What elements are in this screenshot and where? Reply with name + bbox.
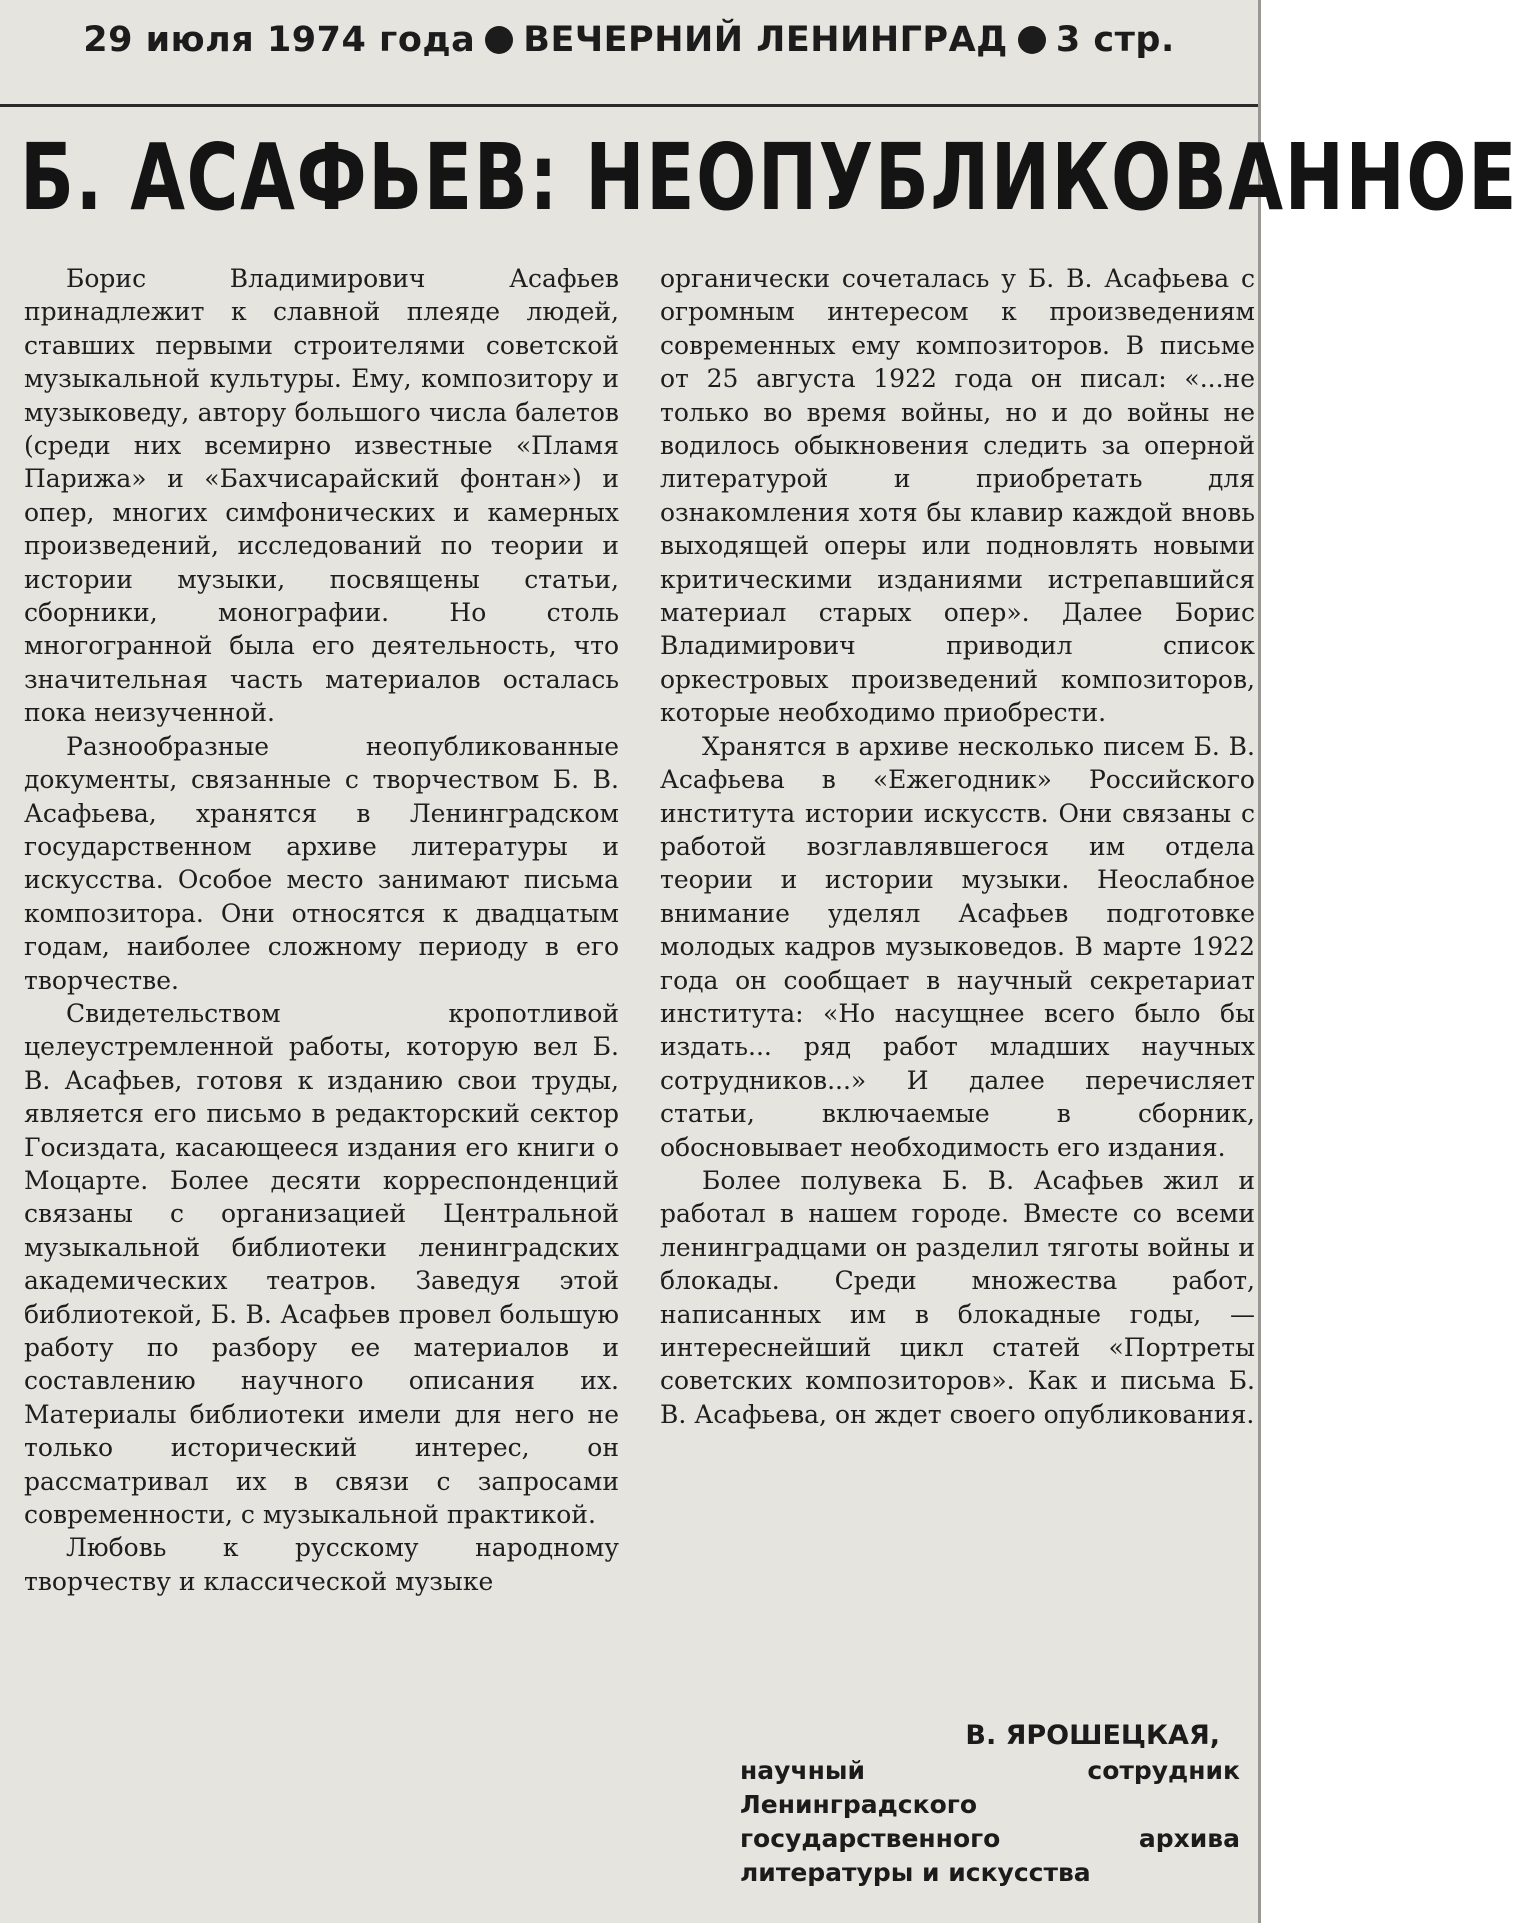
paragraph-continuation: органически сочеталась у Б. В. Асафьева с огромным интересом к произведениям современных ему композиторов. В письме от 25 августа 1922 года он писал: «...не только во время войны, но и до войны не водилось обыкновения следить за оперной литературой и приобретать для ознакомления хотя бы клавир каждой вновь выходящей оперы или подновлять новыми критическими изданиями истрепавшийся материал старых опер». Далее Борис Владимирович приводил список оркестровых произведений композиторов, которые необходимо приобрести. (660, 264, 1255, 728)
issue-date: 29 июля 1974 года (83, 20, 476, 60)
paragraph: Борис Владимирович Асафьев принадлежит к славной плеяде людей, ставших первыми строителями советской музыкальной культуры. Ему, композитору и музыковеду, автору большого числа балетов (среди них всемирно известные «Пламя Парижа» и «Бахчисарайский фонтан») и опер, многих симфонических и камерных произведений, исследований по теории и истории музыки, посвящены статьи, сборники, монографии. Но столь многогранной была его деятельность, что значительная часть материалов осталась пока неизученной. (24, 264, 619, 728)
paragraph: Хранятся в архиве несколько писем Б. В. Асафьева в «Ежегодник» Российского института истории искусств. Они связаны с работой возглавлявшегося им отдела теории и истории музыки. Неослабное внимание уделял Асафьев подготовке молодых кадров музыковедов. В марте 1922 года он сообщает в научный секретариат института: «Но насущнее всего было бы издать... ряд работ младших научных сотрудников...» И далее перечисляет статьи, включаемые в сборник, обосновывает необходимость его издания. (660, 731, 1255, 1162)
author-title: научный сотрудник Ленинградского государственного архива литературы и искусства (740, 1756, 1240, 1887)
masthead-dateline (0, 20, 1258, 60)
masthead-rule (0, 104, 1258, 107)
bullet-dot-icon (1018, 26, 1046, 54)
right-column (660, 262, 1255, 1431)
author-signature (740, 1718, 1240, 1890)
paragraph: Любовь к русскому народному творчеству и классической музыке (24, 1533, 619, 1596)
author-name: В. ЯРОШЕЦКАЯ, (965, 1720, 1220, 1751)
paragraph: Разнообразные неопубликованные документы, связанные с творчеством Б. В. Асафьева, хранятся в Ленинградском государственном архиве литературы и искусства. Особое место занимают письма композитора. Они относятся к двадцатым годам, наиболее сложному периоду в его творчестве. (24, 731, 619, 995)
paragraph: Свидетельством кропотливой целеустремленной работы, которую вел Б. В. Асафьев, готовя к изданию свои труды, является его письмо в редакторский сектор Госиздата, касающееся издания его книги о Моцарте. Более десяти корреспонденций связаны с организацией Центральной музыкальной библиотеки ленинградских академических театров. Заведуя этой библиотекой, Б. В. Асафьев провел большую работу по разбору ее материалов и составлению научного описания их. Материалы библиотеки имели для него не только исторический интерес, он рассматривал их в связи с запросами современности, с музыкальной практикой. (24, 998, 619, 1530)
bullet-dot-icon (485, 26, 513, 54)
page-number: 3 стр. (1055, 20, 1175, 60)
left-column (24, 262, 619, 1598)
article-headline: Б. АСАФЬЕВ: НЕОПУБЛИКОВАННОЕ (20, 124, 1518, 231)
newspaper-name: ВЕЧЕРНИЙ ЛЕНИНГРАД (523, 20, 1008, 60)
paragraph: Более полувека Б. В. Асафьев жил и работал в нашем городе. Вместе со всеми ленинградцами он разделил тяготы войны и блокады. Среди множества работ, написанных им в блокадные годы, — интереснейший цикл статей «Портреты советских композиторов». Как и письма Б. В. Асафьева, он ждет своего опубликования. (660, 1165, 1255, 1429)
